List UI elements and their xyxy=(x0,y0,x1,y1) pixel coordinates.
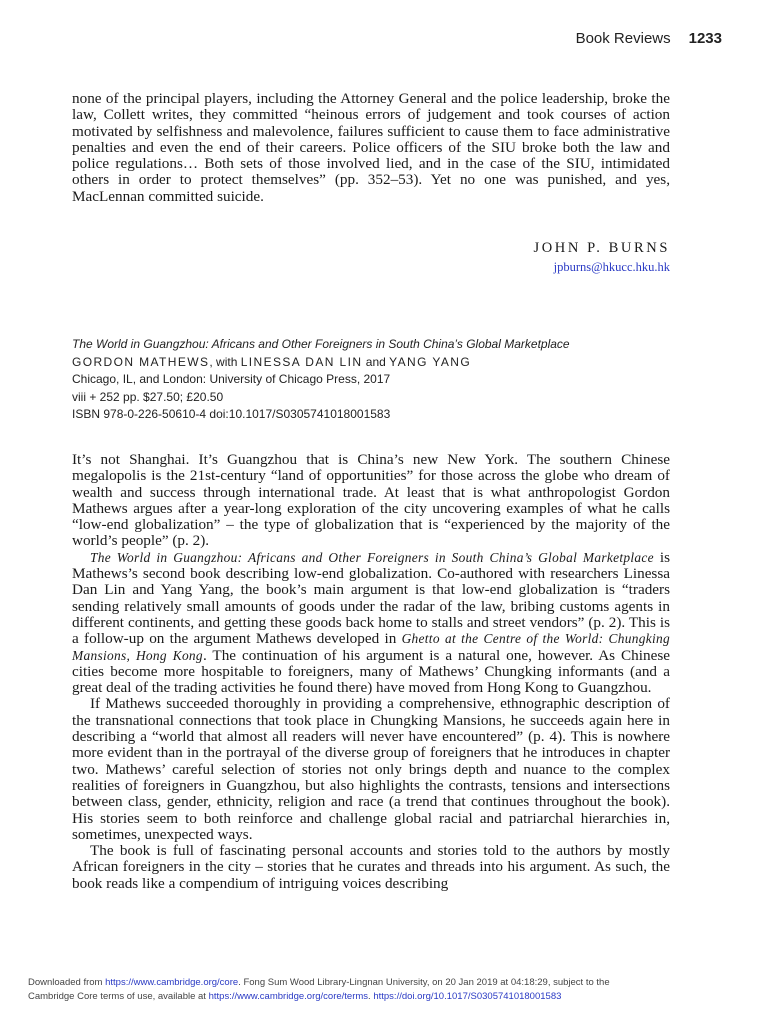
review-paragraph-4: The book is full of fascinating personal accounts and stories told to the authors by mostly African foreigners in the city – stories that he curates and threads into his argument. As such, the book reads like a compendium of intriguing voices describing xyxy=(72,842,670,892)
review-body xyxy=(72,452,670,892)
running-head-title: Book Reviews xyxy=(575,30,671,47)
book-citation xyxy=(72,336,692,424)
book-title-inline: The World in Guangzhou: Africans and Other Foreigners in South China’s Global Marketplace xyxy=(90,549,654,565)
review-paragraph-3: If Mathews succeeded thoroughly in providing a comprehensive, ethnographic description of the transnational connections that took place in Chungking Mansions, he succeeds again here in describing a “world that almost all readers will never have encountered” (p. 4). This is nowhere more evident than in the portrayal of the diverse group of foreigners that he introduces in chapter two. Mathews’ careful selection of stories not only brings depth and nuance to the complex realities of foreigners in Guangzhou, but also highlights the contrasts, tensions and intersections between class, gender, ethnicity, religion and race (a trend that continues throughout the book). His stories seem to both reinforce and challenge global racial and patriarchal hierarchies in, sometimes, unexpected ways. xyxy=(72,695,670,843)
footer-download-details: . Fong Sum Wood Library-Lingnan University, on 20 Jan 2019 at 04:18:29, subject to the xyxy=(238,977,610,988)
publisher-line: Chicago, IL, and London: University of Chicago Press, 2017 xyxy=(72,372,391,386)
footer-separator: . xyxy=(368,991,374,1002)
page-number: 1233 xyxy=(688,30,722,47)
terms-link[interactable]: https://www.cambridge.org/core/terms xyxy=(208,991,369,1002)
download-footer xyxy=(28,976,742,1004)
reviewer-signature xyxy=(533,240,670,275)
reviewer-name: JOHN P. BURNS xyxy=(533,240,670,256)
doi-link[interactable]: https://doi.org/10.1017/S0305741018001583 xyxy=(373,991,562,1002)
book-authors xyxy=(72,354,692,372)
footer-terms-prefix: Cambridge Core terms of use, available at xyxy=(28,991,209,1002)
and-text: and xyxy=(362,354,390,369)
book-title: The World in Guangzhou: Africans and Other Foreigners in South China’s Global Marketplace xyxy=(72,337,570,351)
isbn-doi-line: ISBN 978-0-226-50610-4 doi:10.1017/S0305741018001583 xyxy=(72,407,391,421)
author-name: GORDON MATHEWS xyxy=(72,354,210,369)
reviewer-email-link[interactable]: jpburns@hkucc.hku.hk xyxy=(553,260,670,274)
pages-price-line: viii + 252 pp. $27.50; £20.50 xyxy=(72,389,224,404)
footer-line-2 xyxy=(28,990,742,1004)
footer-line-1 xyxy=(28,976,742,990)
coauthor-1: LINESSA DAN LIN xyxy=(240,354,363,369)
previous-review-closing-paragraph: none of the principal players, including the Attorney General and the police leadership, broke the law, Collett writes, they committed “heinous errors of judgement and took courses of action motivated by selfishness and malevolence, failures sufficient to cause them to face administrative penalties and even the end of their careers. Police officers of the SIU broke both the law and police regulations… Both sets of those involved lied, and in the case of the SIU, intimidated others in order to protect themselves” (pp. 352–53). Yet no one was punished, and yes, MacLennan committed suicide. xyxy=(72,90,670,205)
review-paragraph-2-text-a: is Mathews’s second book describing low-end globalization. Co-authored with researchers Linessa Dan Lin and Yang Yang, the book’s main argument is that low-end globalization is “traders sending relatively small amounts of goods under the radar of the law, bribing customs agents in different continents, and getting these goods back home to stalls and street vendors” (p. 2). This is a follow-up on the argument Mathews developed in xyxy=(72,548,670,648)
footer-downloaded-prefix: Downloaded from xyxy=(28,977,106,988)
review-paragraph-1: It’s not Shanghai. It’s Guangzhou that is China’s new New York. The southern Chinese megalopolis is the 21st-century “land of opportunities” for those across the globe who dream of wealth and success through international trade. At least that is what anthropologist Gordon Mathews argues after a year-long exploration of the city uncovering examples of what he calls “low-end globalization” – the type of globalization that is “experienced by the majority of the world’s people” (p. 2). xyxy=(72,451,670,550)
cambridge-core-link[interactable]: https://www.cambridge.org/core xyxy=(105,977,239,988)
running-head xyxy=(576,30,722,47)
coauthor-2: YANG YANG xyxy=(389,354,472,369)
ghetto-title-inline: Ghetto at the Centre of the World: Chungking Mansions, Hong Kong xyxy=(72,631,670,663)
review-paragraph-2 xyxy=(72,550,670,697)
with-text: , with xyxy=(209,354,241,369)
review-paragraph-2-text-b: . The continuation of his argument is a natural one, however. As Chinese cities become more hospitable to foreigners, many of Mathews’ Chungking informants (and a great deal of the trading activities he found there) have moved from Hong Kong to Guangzhou. xyxy=(72,646,670,697)
